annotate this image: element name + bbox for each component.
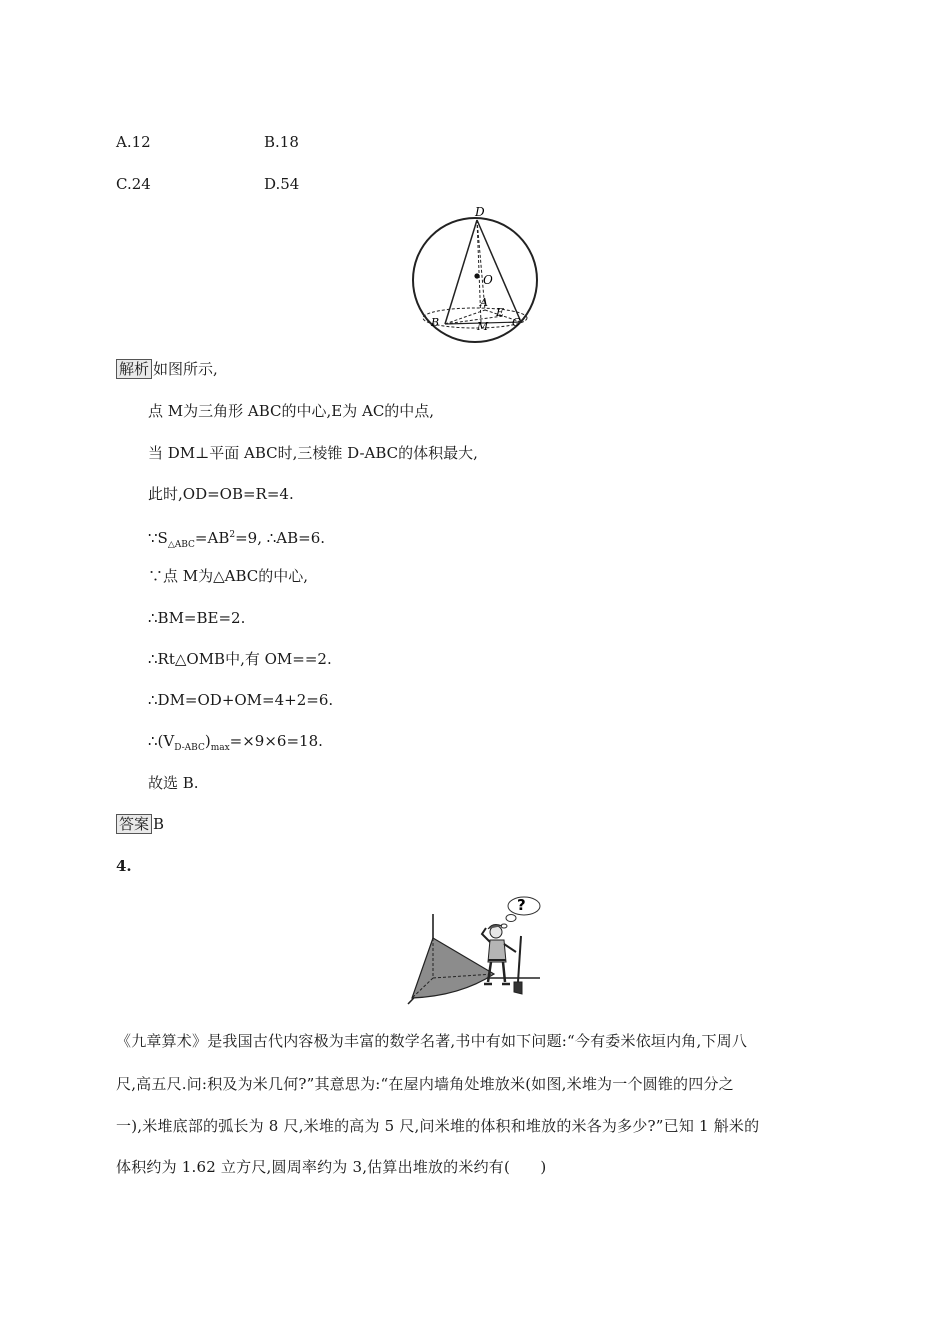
option-d: D.54 bbox=[264, 175, 300, 193]
label-b: B bbox=[431, 316, 440, 329]
solution-line-1: 点 M为三角形 ABC的中心,E为 AC的中点, bbox=[148, 402, 435, 420]
answer-tag: 答案 bbox=[116, 814, 152, 834]
sphere-tetrahedron-figure bbox=[405, 200, 545, 350]
solution-line-6: ∴BM=BE=2. bbox=[148, 609, 246, 627]
question-text-line-2: 尺,高五尺.问:积及为米几何?”其意思为:“在屋内墙角处堆放米(如图,米堆为一个圆锥的四分之 bbox=[116, 1075, 734, 1093]
label-m: M bbox=[477, 320, 489, 333]
option-a: A.12 bbox=[116, 133, 151, 151]
answer-line bbox=[116, 814, 164, 834]
label-d: D bbox=[475, 205, 485, 219]
label-a: A bbox=[480, 296, 488, 309]
option-b: B.18 bbox=[264, 133, 299, 151]
solution-line-7: ∴Rt△OMB中,有 OM==2. bbox=[148, 650, 332, 668]
answer-value: B bbox=[153, 815, 165, 833]
line4-sup: 2 bbox=[229, 530, 236, 540]
solution-line-4 bbox=[148, 525, 325, 555]
solution-intro-line bbox=[116, 359, 218, 379]
label-e: E bbox=[496, 306, 505, 319]
solution-tag: 解析 bbox=[116, 359, 152, 379]
solution-line-10: 故选 B. bbox=[148, 774, 199, 792]
line9-mid: ) bbox=[204, 732, 211, 750]
question-text-line-3: 一),米堆底部的弧长为 8 尺,米堆的高为 5 尺,问米堆的体积和堆放的米各为多少?”已知 1 斛米的 bbox=[116, 1117, 760, 1135]
solution-line-8: ∴DM=OD+OM=4+2=6. bbox=[148, 691, 334, 709]
line9-post: =×9×6=18. bbox=[229, 732, 323, 750]
solution-line-5: ∵点 M为△ABC的中心, bbox=[148, 567, 309, 585]
solution-intro: 如图所示, bbox=[153, 360, 218, 378]
question-mark: ? bbox=[517, 896, 526, 914]
line4-post: =9, ∴AB=6. bbox=[235, 529, 326, 547]
line4-pre: ∵S bbox=[148, 529, 168, 547]
label-c: C bbox=[512, 316, 521, 329]
solution-line-9 bbox=[148, 731, 323, 758]
question-text-line-4: 体积约为 1.62 立方尺,圆周率约为 3,估算出堆放的米约有( ) bbox=[116, 1158, 547, 1176]
line4-sub: △ABC bbox=[167, 540, 195, 550]
option-c: C.24 bbox=[116, 175, 151, 193]
line9-sub2: max bbox=[210, 743, 230, 753]
question-number: 4. bbox=[116, 857, 132, 875]
line9-sub: D-ABC bbox=[174, 743, 205, 753]
solution-line-3: 此时,OD=OB=R=4. bbox=[148, 485, 294, 503]
solution-line-2: 当 DM⊥平面 ABC时,三棱锥 D-ABC的体积最大, bbox=[148, 444, 478, 462]
line9-pre: ∴(V bbox=[148, 732, 175, 750]
rice-pile-figure bbox=[400, 886, 550, 1006]
line4-mid: =AB bbox=[194, 529, 230, 547]
label-o: O bbox=[483, 273, 493, 287]
question-text-line-1: 《九章算术》是我国古代内容极为丰富的数学名著,书中有如下问题:“今有委米依垣内角,下周八 bbox=[116, 1032, 748, 1050]
